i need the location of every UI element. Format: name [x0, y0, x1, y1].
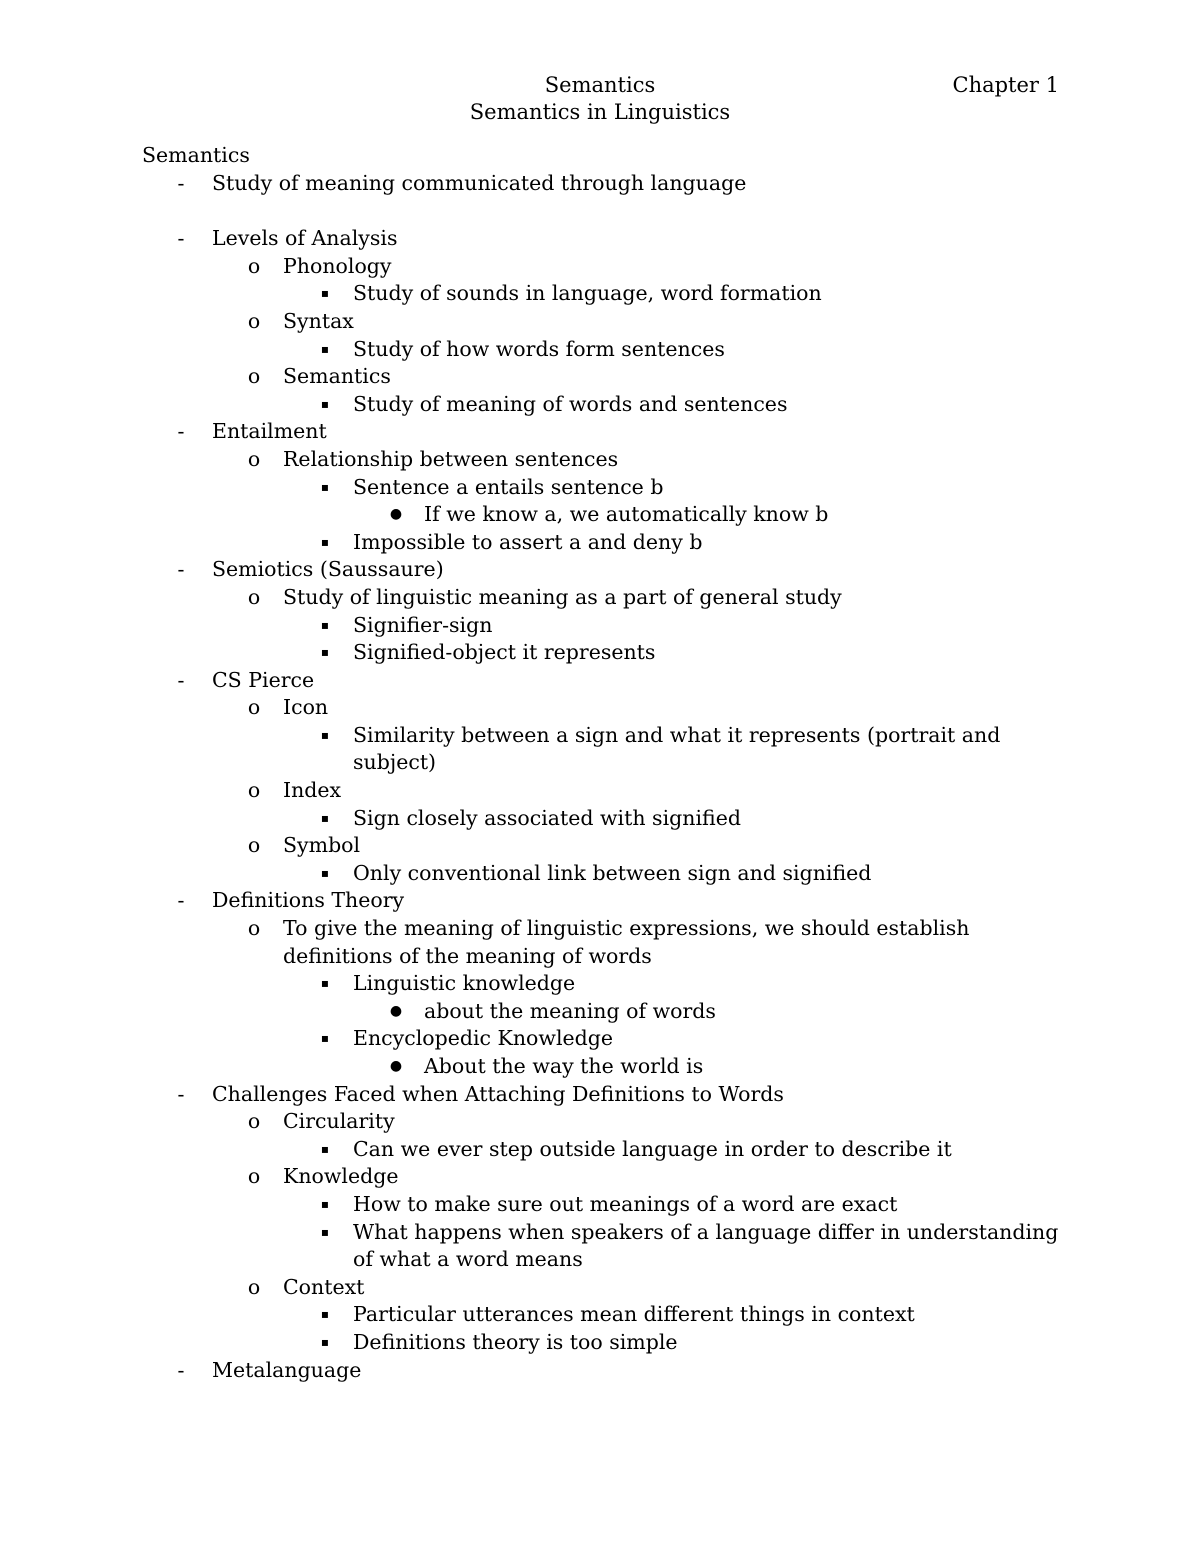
outline-item-level1 — [0, 887, 1200, 915]
outline-text: Sentence a entails sentence b — [353, 474, 664, 499]
outline-item-level3 — [0, 280, 1200, 308]
outline-item-level2 — [0, 915, 1200, 970]
outline-item-level2 — [0, 1108, 1200, 1136]
outline-text: Definitions Theory — [212, 888, 405, 913]
outline-item-level3 — [0, 1329, 1200, 1357]
outline-text: Study of sounds in language, word formation — [353, 281, 822, 306]
square-bullet-icon: ▪ — [320, 341, 330, 356]
outline-text: Metalanguage — [212, 1357, 362, 1382]
outline-item-level2 — [0, 832, 1200, 860]
square-bullet-icon: ▪ — [320, 1334, 330, 1349]
outline-text: Definitions theory is too simple — [353, 1329, 678, 1354]
outline-text: Similarity between a sign and what it represents (portrait and subject) — [353, 722, 1001, 775]
notes-outline — [0, 142, 1200, 1384]
outline-text: Only conventional link between sign and signified — [353, 860, 872, 885]
outline-item-level3 — [0, 639, 1200, 667]
outline-text: Relationship between sentences — [283, 446, 619, 471]
circle-bullet: o — [247, 308, 261, 333]
square-bullet-icon: ▪ — [320, 396, 330, 411]
outline-item-level1 — [0, 418, 1200, 446]
outline-item-level3 — [0, 722, 1200, 777]
dash-bullet: - — [177, 1357, 185, 1382]
outline-item-level3 — [0, 970, 1200, 998]
square-bullet-icon: ▪ — [320, 1307, 330, 1322]
outline-item-level3 — [0, 529, 1200, 557]
outline-item-level3 — [0, 391, 1200, 419]
outline-text: Icon — [283, 695, 329, 720]
circle-bullet: o — [247, 1164, 261, 1189]
page-title: Semantics — [544, 73, 656, 97]
outline-item-level3 — [0, 1219, 1200, 1274]
outline-text: about the meaning of words — [424, 998, 716, 1023]
outline-item-level3 — [0, 805, 1200, 833]
outline-text: Study of how words form sentences — [353, 336, 725, 361]
circle-bullet: o — [247, 364, 261, 389]
outline-item-level4 — [0, 501, 1200, 529]
outline-item-level4 — [0, 998, 1200, 1026]
outline-text: Linguistic knowledge — [353, 971, 576, 996]
outline-text: Semantics — [142, 143, 250, 167]
square-bullet-icon: ▪ — [320, 810, 330, 825]
outline-text: Knowledge — [283, 1164, 399, 1189]
circle-bullet: o — [247, 833, 261, 858]
outline-text: Syntax — [283, 308, 354, 333]
square-bullet-icon: ▪ — [320, 479, 330, 494]
circle-bullet: o — [247, 253, 261, 278]
outline-text: Impossible to assert a and deny b — [353, 529, 703, 554]
outline-item-level1 — [0, 1357, 1200, 1385]
outline-text: Study of meaning of words and sentences — [353, 391, 788, 416]
square-bullet-icon: ▪ — [320, 976, 330, 991]
outline-item-level3 — [0, 860, 1200, 888]
outline-item-level2 — [0, 584, 1200, 612]
chapter-label: Chapter 1 — [952, 73, 1059, 97]
outline-text: Circularity — [283, 1109, 395, 1134]
outline-text: How to make sure out meanings of a word are exact — [353, 1191, 898, 1216]
outline-item-level1 — [0, 170, 1200, 198]
outline-text: Encyclopedic Knowledge — [353, 1026, 614, 1051]
outline-item-level3 — [0, 1136, 1200, 1164]
circle-bullet: o — [247, 916, 261, 941]
dot-bullet-icon: ● — [389, 506, 403, 523]
outline-text: Study of meaning communicated through language — [212, 170, 747, 195]
outline-item-level3 — [0, 1301, 1200, 1329]
outline-text: CS Pierce — [212, 667, 315, 692]
outline-text: Context — [283, 1274, 365, 1299]
square-bullet-icon: ▪ — [320, 865, 330, 880]
outline-item-level2 — [0, 1274, 1200, 1302]
section-heading — [0, 142, 1200, 170]
outline-item-level2 — [0, 446, 1200, 474]
outline-text: Entailment — [212, 419, 327, 444]
outline-text: Can we ever step outside language in order to describe it — [353, 1136, 952, 1161]
outline-item-level1 — [0, 1081, 1200, 1109]
dash-bullet: - — [177, 226, 185, 251]
outline-text: Signified-object it represents — [353, 640, 656, 665]
dash-bullet: - — [177, 667, 185, 692]
circle-bullet: o — [247, 778, 261, 803]
square-bullet-icon: ▪ — [320, 534, 330, 549]
outline-item-level1 — [0, 556, 1200, 584]
square-bullet-icon: ▪ — [320, 1224, 330, 1239]
circle-bullet: o — [247, 1109, 261, 1134]
circle-bullet: o — [247, 584, 261, 609]
outline-text: Levels of Analysis — [212, 226, 398, 251]
dash-bullet: - — [177, 419, 185, 444]
outline-text: If we know a, we automatically know b — [424, 502, 829, 527]
dash-bullet: - — [177, 170, 185, 195]
dash-bullet: - — [177, 888, 185, 913]
square-bullet-icon: ▪ — [320, 1196, 330, 1211]
dash-bullet: - — [177, 1081, 185, 1106]
square-bullet-icon: ▪ — [320, 727, 330, 742]
outline-item-level1 — [0, 667, 1200, 695]
outline-item-level2 — [0, 1163, 1200, 1191]
outline-text: What happens when speakers of a language differ in understanding of what a word means — [353, 1219, 1059, 1272]
outline-text: About the way the world is — [424, 1054, 704, 1078]
outline-text: Index — [283, 778, 342, 803]
square-bullet-icon: ▪ — [320, 1141, 330, 1156]
outline-text: Study of linguistic meaning as a part of general study — [283, 584, 842, 609]
outline-item-level4 — [0, 1053, 1200, 1081]
outline-item-level3 — [0, 1025, 1200, 1053]
outline-item-level2 — [0, 694, 1200, 722]
outline-item-level2 — [0, 777, 1200, 805]
outline-text: Semiotics (Saussaure) — [212, 557, 444, 582]
outline-text: Semantics — [283, 364, 391, 389]
outline-item-level3 — [0, 1191, 1200, 1219]
square-bullet-icon: ▪ — [320, 617, 330, 632]
outline-item-level2 — [0, 363, 1200, 391]
dot-bullet-icon: ● — [389, 1002, 403, 1019]
circle-bullet: o — [247, 695, 261, 720]
page-subtitle: Semantics in Linguistics — [469, 100, 731, 124]
square-bullet-icon: ▪ — [320, 645, 330, 660]
outline-text: Challenges Faced when Attaching Definitions to Words — [212, 1081, 784, 1106]
outline-text: Sign closely associated with signified — [353, 805, 741, 830]
dash-bullet: - — [177, 557, 185, 582]
outline-item-level2 — [0, 253, 1200, 281]
outline-text: Symbol — [283, 833, 361, 858]
outline-text: Particular utterances mean different things in context — [353, 1302, 915, 1327]
outline-text: Phonology — [283, 253, 392, 278]
outline-text: Signifier-sign — [353, 612, 493, 637]
outline-item-level3 — [0, 336, 1200, 364]
outline-item-level1 — [0, 225, 1200, 253]
outline-item-level3 — [0, 474, 1200, 502]
square-bullet-icon: ▪ — [320, 1031, 330, 1046]
outline-text: To give the meaning of linguistic expressions, we should establish definitions of the meaning of words — [283, 916, 970, 968]
outline-item-level2 — [0, 308, 1200, 336]
square-bullet-icon: ▪ — [320, 286, 330, 301]
circle-bullet: o — [247, 1274, 261, 1299]
circle-bullet: o — [247, 446, 261, 471]
outline-item-level3 — [0, 612, 1200, 640]
dot-bullet-icon: ● — [389, 1058, 403, 1074]
